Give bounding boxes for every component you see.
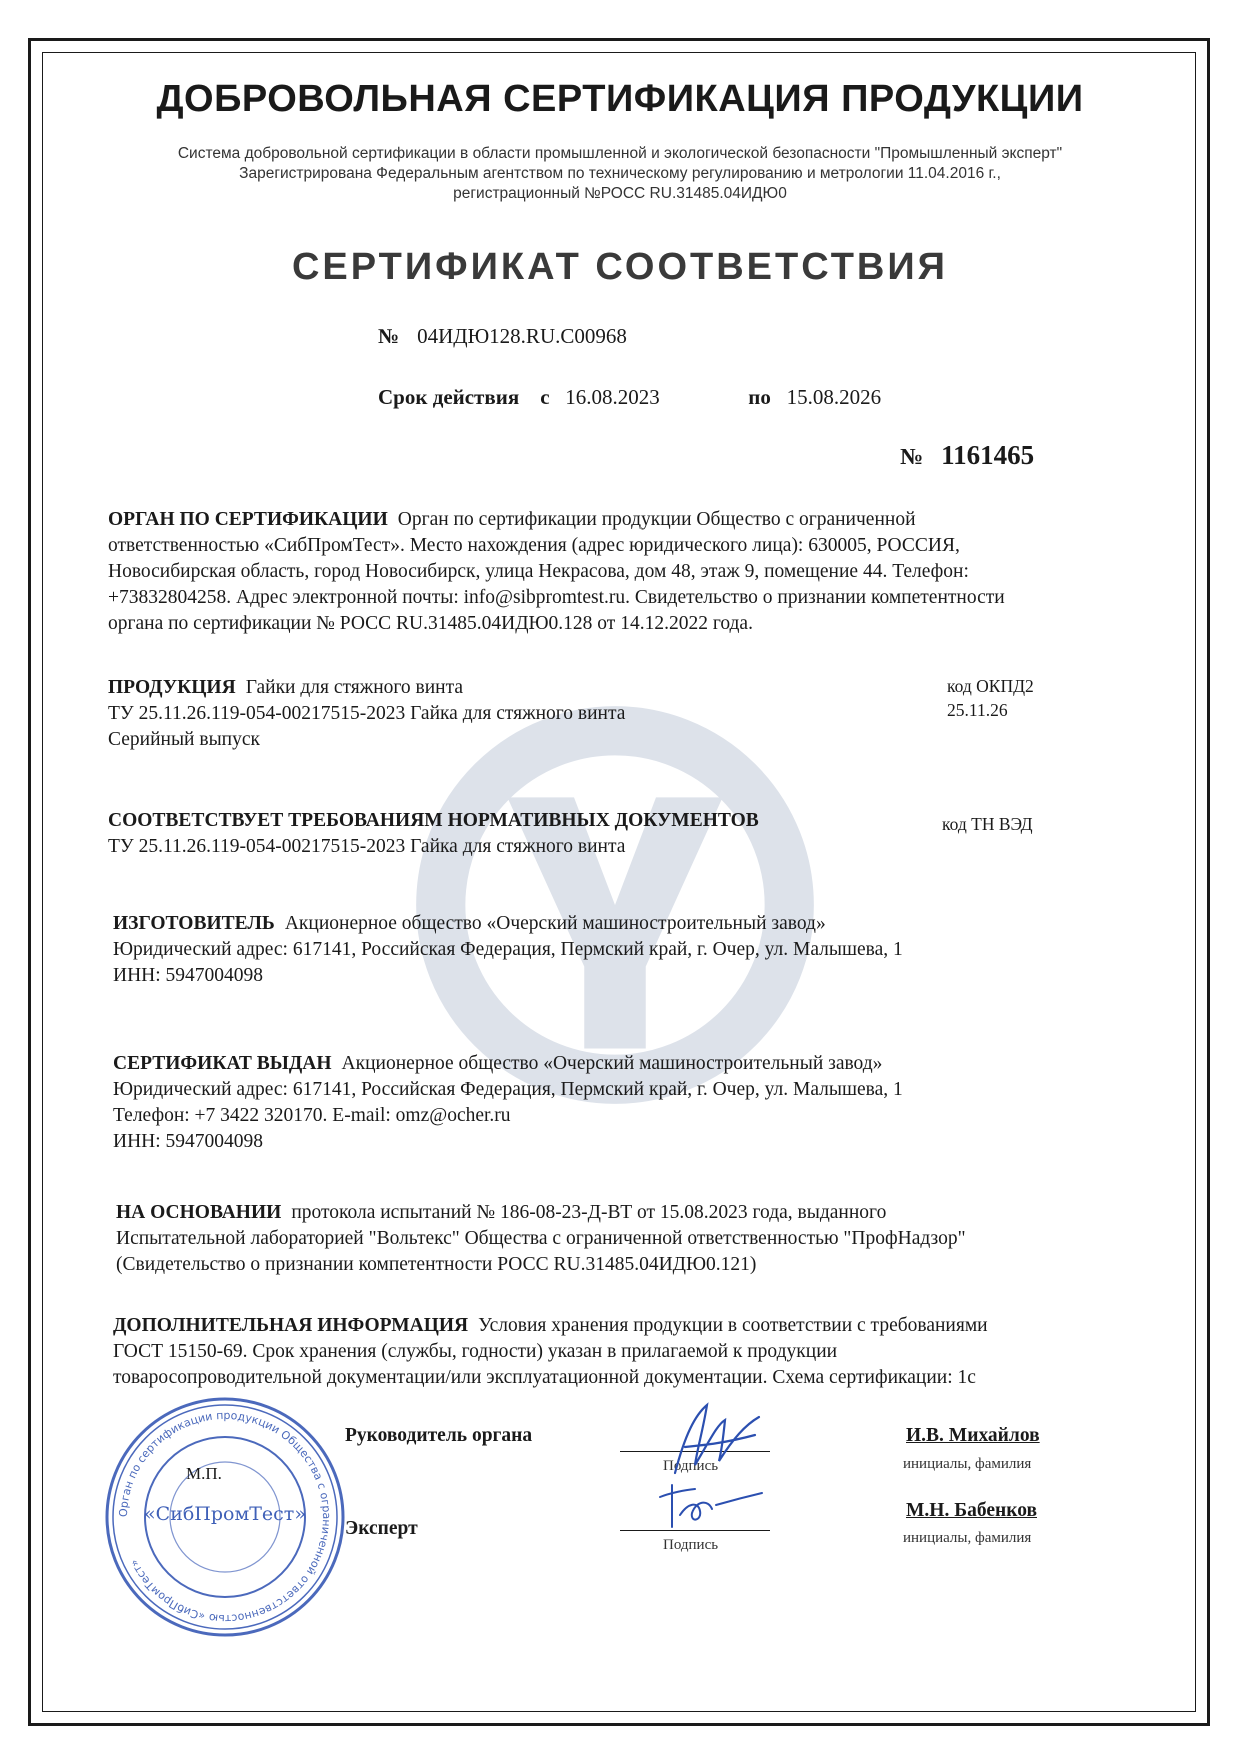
seal-stamp-icon [100, 1392, 350, 1642]
system-line-2: Зарегистрирована Федеральным агентством по техническому регулированию и метрологии 11.04.2016 г., [239, 165, 1001, 182]
head-name: И.В. Михайлов [906, 1425, 1040, 1446]
certification-body-line-3: Новосибирская область, город Новосибирск, улица Некрасова, дом 48, этаж 9, помещение 44. Телефон: [108, 561, 969, 582]
basis-heading: НА ОСНОВАНИИ [116, 1202, 282, 1223]
expert-name: М.Н. Бабенков [906, 1500, 1037, 1521]
head-role-label: Руководитель органа [345, 1425, 533, 1446]
manufacturer-line-1: Акционерное общество «Очерский машиностроительный завод» [284, 913, 826, 934]
manufacturer-line-2: Юридический адрес: 617141, Российская Федерация, Пермский край, г. Очер, ул. Малышева, 1 [113, 939, 903, 960]
additional-info-line-3: товаросопроводительной документации/или эксплуатационной документации. Схема сертификации: 1с [113, 1367, 976, 1388]
expert-name-caption: инициалы, фамилия [903, 1530, 1032, 1546]
manufacturer-section [113, 911, 903, 989]
issued-to-line-2: Юридический адрес: 617141, Российская Федерация, Пермский край, г. Очер, ул. Малышева, 1 [113, 1079, 903, 1100]
basis-line-3: (Свидетельство о признании компетентности РОСС RU.31485.04ИДЮ0.121) [116, 1254, 757, 1275]
okpd-code [947, 674, 1034, 722]
certification-body-line-2: ответственностью «СибПромТест». Место нахождения (адрес юридического лица): 630005, РОССИЯ, [108, 535, 960, 556]
certification-body-section [108, 507, 1005, 637]
conformity-heading: СООТВЕТСТВУЕТ ТРЕБОВАНИЯМ НОРМАТИВНЫХ ДОКУМЕНТОВ [108, 810, 759, 831]
additional-info-section [113, 1313, 988, 1391]
watermark-logo-icon [410, 700, 820, 1110]
to-label: по [748, 385, 771, 409]
certificate-title: СЕРТИФИКАТ СООТВЕТСТВИЯ [291, 246, 948, 288]
stamp-center-text: «СибПромТест» [144, 1503, 306, 1525]
basis-section [116, 1200, 966, 1278]
seal-label: М.П. [186, 1464, 222, 1483]
certification-body-line-1: Орган по сертификации продукции Общество с ограниченной [397, 509, 916, 530]
issued-to-line-4: ИНН: 5947004098 [113, 1131, 264, 1152]
from-label: с [540, 385, 550, 409]
system-line-3: регистрационный №РОСС RU.31485.04ИДЮ0 [453, 185, 787, 202]
validity-label: Срок действия [378, 385, 520, 409]
product-line-1: Гайки для стяжного винта [245, 677, 464, 698]
certification-body-line-4: +73832804258. Адрес электронной почты: info@sibpromtest.ru. Свидетельство о признании компетентности [108, 587, 1005, 608]
basis-line-1: протокола испытаний № 186-08-23-Д-ВТ от 15.08.2023 года, выданного [291, 1202, 887, 1223]
issued-to-heading: СЕРТИФИКАТ ВЫДАН [113, 1053, 332, 1074]
issued-to-line-1: Акционерное общество «Очерский машиностроительный завод» [341, 1053, 883, 1074]
additional-info-line-2: ГОСТ 15150-69. Срок хранения (службы, годности) указан в прилагаемой к продукции [113, 1341, 838, 1362]
head-signature-caption: Подпись [663, 1458, 719, 1474]
additional-info-heading: ДОПОЛНИТЕЛЬНАЯ ИНФОРМАЦИЯ [113, 1315, 469, 1336]
number-value: 04ИДЮ128.RU.C00968 [417, 324, 627, 348]
certification-body-line-5: органа по сертификации № РОСС RU.31485.04ИДЮ0.128 от 14.12.2022 года. [108, 613, 753, 634]
expert-role-label: Эксперт [345, 1518, 418, 1539]
expert-signature-caption: Подпись [663, 1537, 719, 1553]
number-sign: № [378, 324, 400, 348]
head-name-caption: инициалы, фамилия [903, 1456, 1032, 1472]
blank-number-value: 1161465 [941, 440, 1035, 470]
from-date: 16.08.2023 [565, 385, 660, 409]
conformity-line-1: ТУ 25.11.26.119-054-00217515-2023 Гайка для стяжного винта [108, 836, 626, 857]
okpd-label: код ОКПД2 [947, 676, 1034, 696]
product-heading: ПРОДУКЦИЯ [108, 677, 236, 698]
system-description [60, 144, 1180, 204]
tnved-label: код ТН ВЭД [942, 814, 1033, 834]
product-line-2: ТУ 25.11.26.119-054-00217515-2023 Гайка для стяжного винта [108, 703, 626, 724]
stamp-ring-text: Орган по сертификации продукции Общества с ограниченной ответственностью «СибПромТест» [116, 1408, 334, 1626]
okpd-value: 25.11.26 [947, 700, 1008, 720]
manufacturer-line-3: ИНН: 5947004098 [113, 965, 264, 986]
conformity-section [108, 808, 769, 860]
blank-number [900, 440, 1034, 471]
additional-info-line-1: Условия хранения продукции в соответствии с требованиями [478, 1315, 988, 1336]
certificate-number [378, 324, 627, 349]
expert-signature-icon [650, 1475, 780, 1535]
product-section [108, 675, 625, 753]
basis-line-2: Испытательной лабораторией "Вольтекс" Общества с ограниченной ответственностью "ПрофНадзор" [116, 1228, 966, 1249]
head-signature-icon [655, 1395, 775, 1485]
header-title: ДОБРОВОЛЬНАЯ СЕРТИФИКАЦИЯ ПРОДУКЦИИ [156, 78, 1084, 120]
blank-number-sign: № [900, 444, 924, 469]
issued-to-line-3: Телефон: +7 3422 320170. E-mail: omz@ocher.ru [113, 1105, 511, 1126]
certification-body-heading: ОРГАН ПО СЕРТИФИКАЦИИ [108, 509, 388, 530]
product-line-3: Серийный выпуск [108, 729, 260, 750]
issued-to-section [113, 1051, 903, 1155]
system-line-1: Система добровольной сертификации в области промышленной и экологической безопасности "Промышленный эксперт" [177, 145, 1063, 162]
to-date: 15.08.2026 [786, 385, 882, 409]
validity-period [378, 385, 881, 410]
manufacturer-heading: ИЗГОТОВИТЕЛЬ [113, 913, 275, 934]
